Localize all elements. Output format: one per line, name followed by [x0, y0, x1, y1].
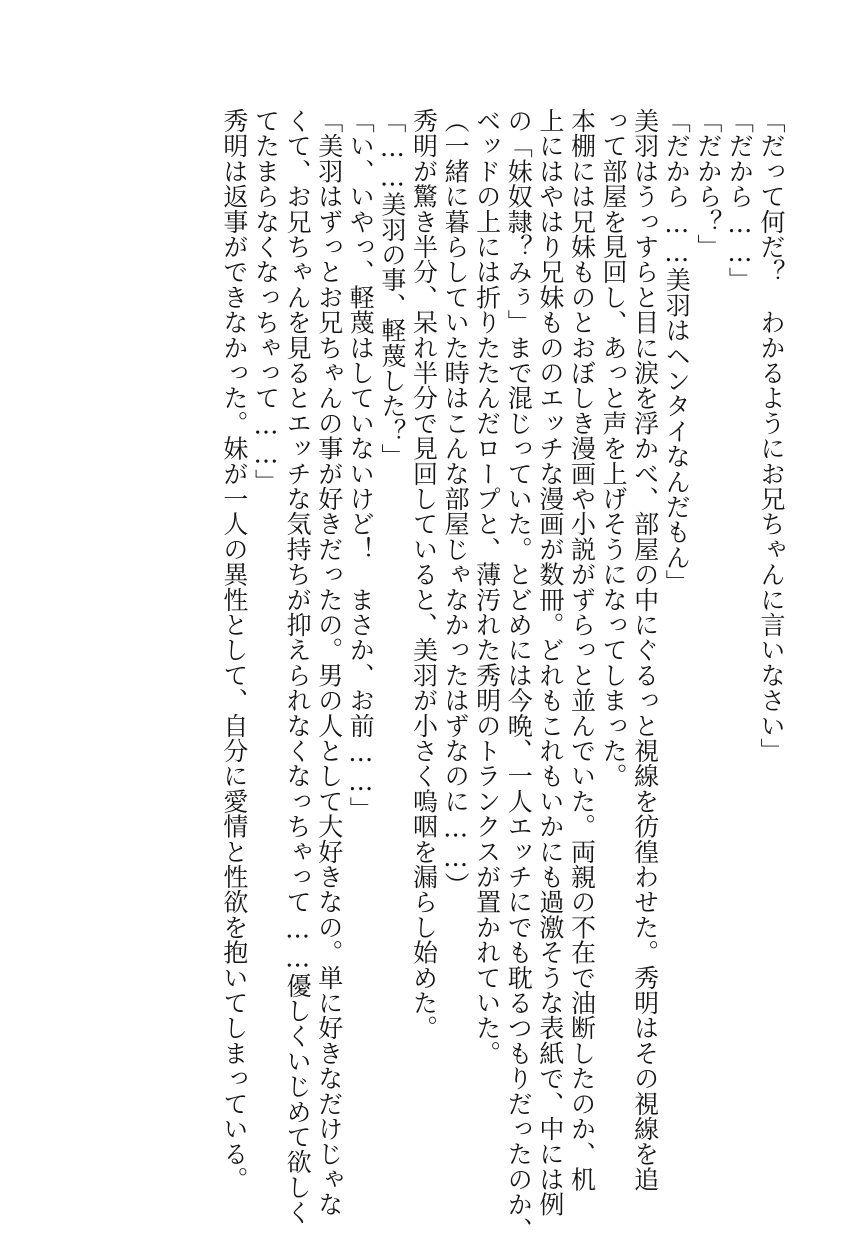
- vertical-text-block: [218, 108, 787, 1242]
- text-line: 「だから……美羽はヘンタイなんだもん」: [662, 108, 692, 595]
- text-line: 「だって何だ？ わかるようにお兄ちゃんに言いなさい」: [757, 108, 786, 764]
- text-line: 「い、いやっ、軽蔑はしていないけど！ まさか、お前……」: [346, 108, 376, 822]
- text-line: （一緒に暮らしていた時はこんな部屋じゃなかったはずなのに……）: [441, 108, 471, 898]
- text-line: 秀明が驚き半分、呆れ半分で見回していると、美羽が小さく嗚咽を漏らし始めた。: [409, 108, 439, 1041]
- text-line: 秀明は返事ができなかった。妹が一人の異性として、自分に愛情と性欲を抱いてしまっている。: [219, 108, 249, 1192]
- text-line: くて、お兄ちゃんを見るとエッチな気持ちが抑えられなくなっちゃって……優しくいじめて欲しく: [283, 108, 313, 1225]
- text-line: 本棚には兄妹ものとおぼしき漫画や小説がずらっと並んでいた。両親の不在で油断したのか、机: [567, 108, 597, 1192]
- text-line: の「妹奴隷？みぅ」まで混じっていた。とどめには今晩、一人エッチにでも耽るつもりだったのか、: [504, 108, 534, 1242]
- text-line: 上にはやはり兄妹もののエッチな漫画が数冊。どれもこれもいかにも過激そうな表紙で、中には例: [535, 108, 565, 1217]
- text-line: ベッドの上には折りたたんだロープと、薄汚れた秀明のトランクスが置かれていた。: [472, 108, 502, 1066]
- text-line: 「だから……」: [725, 108, 755, 293]
- text-line: てたまらなくなっちゃって……」: [251, 108, 281, 494]
- text-line: 「……美羽の事、軽蔑した？」: [377, 108, 407, 469]
- text-line: って部屋を見回し、あっと声を上げそうになってしまった。: [599, 108, 629, 789]
- text-line: 美羽はうっすらと目に涙を浮かべ、部屋の中にぐるっと視線を彷徨わせた。秀明はその視線を追: [630, 108, 660, 1192]
- text-line: 「美羽はずっとお兄ちゃんの事が好きだったの。男の人として大好きなの。単に好きなだけじゃな: [314, 108, 344, 1217]
- text-line: 「だから？」: [693, 108, 723, 260]
